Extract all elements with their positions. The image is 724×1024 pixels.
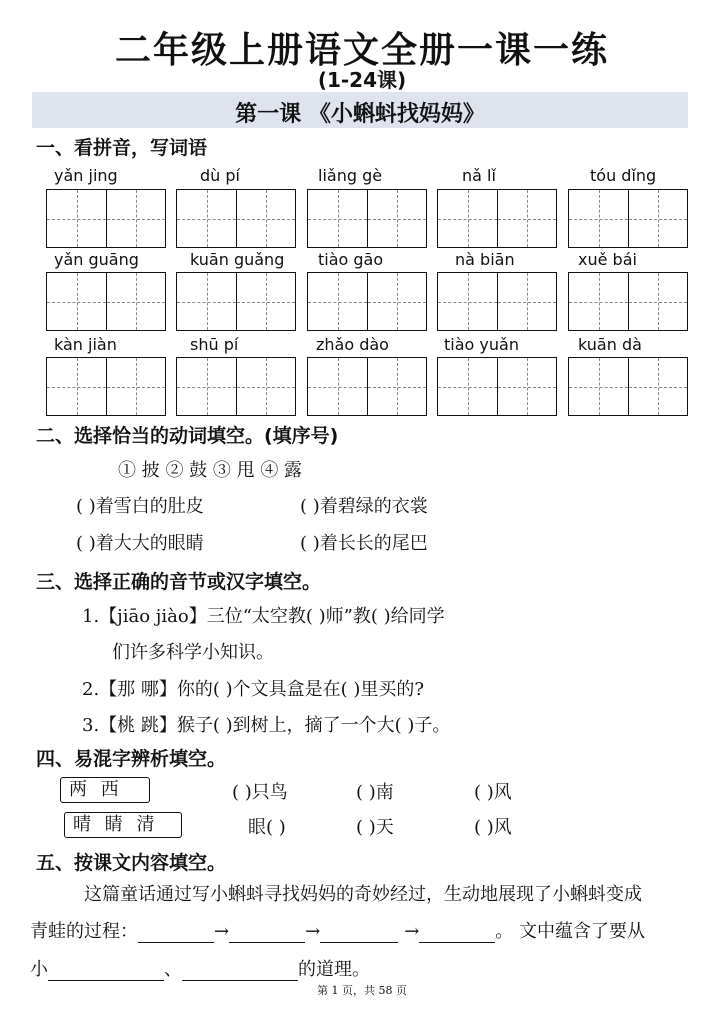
section1-heading: 一、看拼音，写词语 — [36, 137, 208, 159]
section3-heading: 三、选择正确的音节或汉字填空。 — [36, 571, 322, 593]
fill-item: ( )南 — [356, 782, 394, 803]
pinyin-label: tiào gāo — [318, 250, 384, 269]
pinyin-label: kuān dà — [578, 335, 642, 354]
pinyin-label: nà biān — [455, 250, 515, 269]
question-3: 3.【桃 跳】猴子( )到树上，摘了一个大( )子。 — [82, 715, 451, 736]
pinyin-label: nǎ lǐ — [462, 166, 496, 185]
paragraph-text: 、 — [164, 959, 182, 980]
section4-heading: 四、易混字辨析填空。 — [36, 748, 227, 770]
arrow-icon: → — [214, 921, 230, 942]
fill-item: ( )着碧绿的衣裳 — [300, 496, 428, 517]
section5-heading: 五、按课文内容填空。 — [36, 852, 227, 874]
writing-grid[interactable] — [307, 189, 427, 248]
writing-grid[interactable] — [568, 357, 688, 416]
fill-item: ( )着长长的尾巴 — [300, 533, 428, 554]
writing-grid[interactable] — [46, 189, 166, 248]
answer-blank[interactable] — [229, 922, 305, 943]
pinyin-label: zhǎo dào — [316, 335, 389, 354]
answer-blank[interactable] — [182, 960, 298, 981]
paragraph-line — [30, 917, 645, 943]
pinyin-label: kàn jiàn — [54, 335, 117, 354]
answer-blank[interactable] — [48, 960, 164, 981]
writing-grid[interactable] — [568, 272, 688, 331]
page-number: 第 1 页，共 58 页 — [317, 984, 407, 997]
paragraph-line: 这篇童话通过写小蝌蚪寻找妈妈的奇妙经过，生动地展现了小蝌蚪变成 — [84, 884, 642, 905]
question-1: 1.【jiāo jiào】三位“太空教( )师”教( )给同学 — [82, 606, 445, 627]
pinyin-label: liǎng gè — [318, 166, 383, 185]
section2-heading: 二、选择恰当的动词填空。(填序号) — [36, 425, 339, 447]
writing-grid[interactable] — [568, 189, 688, 248]
question-2: 2.【那 哪】你的( )个文具盒是在( )里买的? — [82, 679, 425, 700]
fill-item: ( )着雪白的肚皮 — [76, 496, 204, 517]
fill-item: 眼( ) — [248, 817, 286, 838]
pinyin-label: yǎn guāng — [54, 250, 139, 269]
page-subtitle: (1-24课) — [317, 68, 407, 92]
pinyin-label: yǎn jing — [54, 166, 118, 185]
answer-blank[interactable] — [138, 922, 214, 943]
fill-item: ( )风 — [474, 817, 512, 838]
fill-item: ( )只鸟 — [232, 782, 288, 803]
writing-grid[interactable] — [437, 272, 557, 331]
writing-grid[interactable] — [437, 189, 557, 248]
writing-grid[interactable] — [46, 272, 166, 331]
answer-blank[interactable] — [419, 922, 495, 943]
writing-grid[interactable] — [307, 357, 427, 416]
pinyin-label: kuān guǎng — [190, 250, 285, 269]
answer-blank[interactable] — [320, 922, 398, 943]
lesson-title: 第一课 《小蝌蚪找妈妈》 — [235, 102, 485, 127]
fill-item: ( )天 — [356, 817, 394, 838]
pinyin-label: tiào yuǎn — [444, 335, 519, 354]
fill-item: ( )风 — [474, 782, 512, 803]
paragraph-text: 的道理。 — [298, 959, 370, 980]
writing-grid[interactable] — [176, 357, 296, 416]
verb-options: ① 披 ② 鼓 ③ 甩 ④ 露 — [118, 460, 303, 481]
pinyin-label: dù pí — [200, 166, 240, 185]
writing-grid[interactable] — [176, 272, 296, 331]
question-1-cont: 们许多科学小知识。 — [112, 642, 274, 663]
char-choice-box: 两 西 — [60, 777, 150, 803]
writing-grid[interactable] — [176, 189, 296, 248]
arrow-icon: → — [305, 921, 321, 942]
paragraph-text: 小 — [30, 959, 48, 980]
fill-item: ( )着大大的眼睛 — [76, 533, 204, 554]
writing-grid[interactable] — [46, 357, 166, 416]
char-choice-box: 晴 睛 清 — [64, 812, 182, 838]
paragraph-text: 。 文中蕴含了要从 — [495, 921, 646, 942]
writing-grid[interactable] — [307, 272, 427, 331]
pinyin-label: xuě bái — [578, 250, 637, 269]
paragraph-text: 青蛙的过程： — [30, 921, 138, 942]
arrow-icon: → — [404, 921, 420, 942]
paragraph-line — [30, 955, 370, 981]
writing-grid[interactable] — [437, 357, 557, 416]
pinyin-label: tóu dǐng — [590, 166, 657, 185]
pinyin-label: shū pí — [190, 335, 239, 354]
page-title: 二年级上册语文全册一课一练 — [114, 30, 609, 71]
